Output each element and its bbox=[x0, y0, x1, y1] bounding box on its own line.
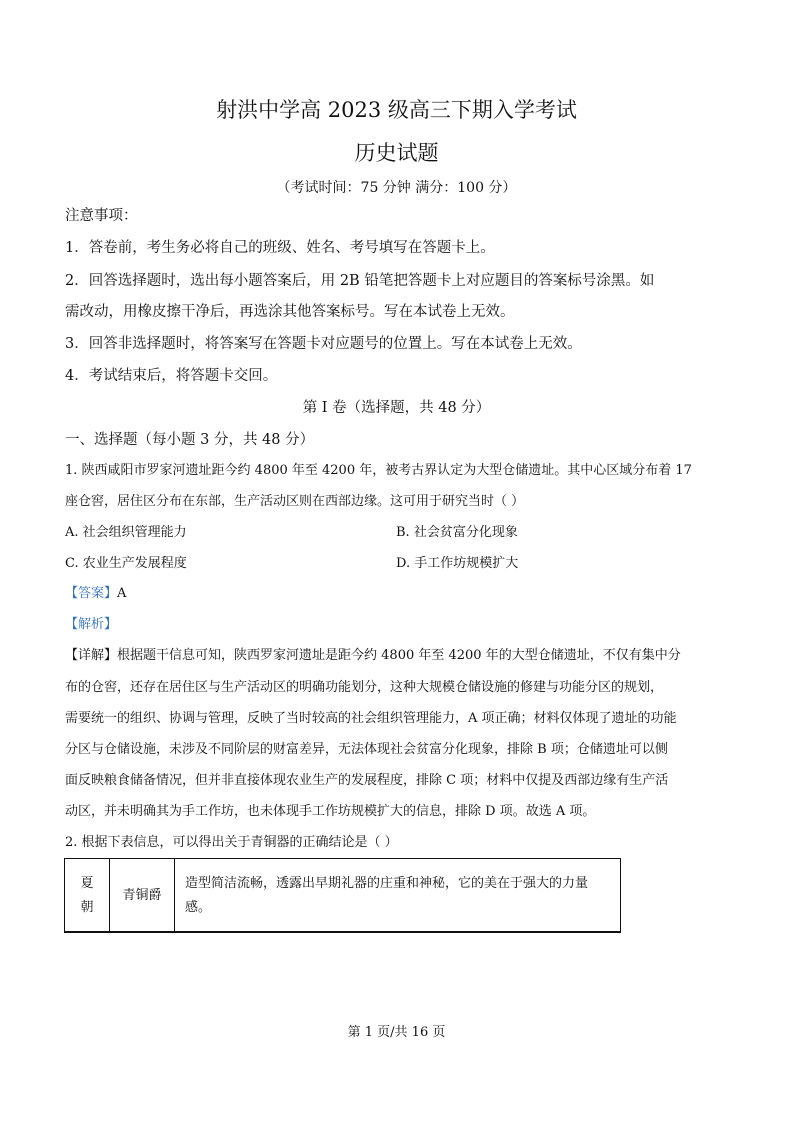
table-row bbox=[65, 859, 621, 933]
q2-table bbox=[64, 858, 621, 933]
artifact-cell: 青铜爵 bbox=[110, 859, 175, 933]
q1-stem-line-2: 座仓窖，居住区分布在东部，生产活动区则在西部边缘。这可用于研究当时（ ） bbox=[65, 494, 525, 509]
notice-item-4: 4．考试结束后，将答题卡交回。 bbox=[65, 368, 278, 384]
description-cell: 造型简洁流畅，透露出早期礼器的庄重和神秘，它的美在于强大的力量感。 bbox=[175, 859, 621, 933]
dynasty-line-1: 夏 bbox=[80, 875, 94, 891]
detail-label: 【详解】 bbox=[65, 648, 118, 663]
q1-detail-line-1 bbox=[65, 647, 681, 665]
q1-detail-line-5: 面反映粮食储备情况，但并非直接体现农业生产的发展程度，排除 C 项；材料中仅提及西部边缘有生产活 bbox=[65, 773, 669, 788]
notice-item-1: 1．答卷前，考生务必将自己的班级、姓名、考号填写在答题卡上。 bbox=[65, 240, 495, 256]
analysis-label: 【解析】 bbox=[65, 617, 118, 632]
q1-answer bbox=[65, 585, 126, 603]
q1-stem-line-1: 1. 陕西咸阳市罗家河遗址距今约 4800 年至 4200 年，被考古界认定为大型仓储遗址。其中心区域分布着 17 bbox=[65, 463, 692, 478]
q2-stem: 2. 根据下表信息，可以得出关于青铜器的正确结论是（ ） bbox=[65, 835, 398, 850]
detail-text-1: 根据题干信息可知，陕西罗家河遗址是距今约 4800 年至 4200 年的大型仓储遗址，不仅有集中分 bbox=[117, 648, 681, 663]
notice-item-3: 3．回答非选择题时，将答案写在答题卡对应题号的位置上。写在本试卷上无效。 bbox=[65, 336, 582, 352]
section-title: 第 I 卷（选择题，共 48 分） bbox=[302, 400, 491, 416]
notice-item-2: 2．回答选择题时，选出每小题答案后，用 2B 铅笔把答题卡上对应题目的答案标号涂黑。如 bbox=[65, 273, 655, 289]
dynasty-line-2: 朝 bbox=[80, 899, 94, 915]
notice-heading: 注意事项： bbox=[65, 208, 138, 224]
q1-detail-line-6: 动区，并未明确其为手工作坊，也未体现手工作坊规模扩大的信息，排除 D 项。故选 A 项。 bbox=[65, 804, 596, 819]
q1-option-c: C. 农业生产发展程度 bbox=[65, 556, 187, 571]
notice-item-2-cont: 需改动，用橡皮擦干净后，再选涂其他答案标号。写在本试卷上无效。 bbox=[65, 304, 515, 320]
q1-detail-line-4: 分区与仓储设施，未涉及不同阶层的财富差异，无法体现社会贫富分化现象，排除 B 项；仓储遗址可以侧 bbox=[65, 742, 668, 757]
dynasty-cell bbox=[65, 859, 110, 933]
table-bottom-rule bbox=[64, 931, 621, 933]
q1-option-b: B. 社会贫富分化现象 bbox=[396, 525, 518, 540]
page-number: 第 1 页/共 16 页 bbox=[347, 1025, 446, 1040]
exam-title: 射洪中学高 2023 级高三下期入学考试 bbox=[216, 98, 577, 122]
q1-detail-line-2: 布的仓窖，还存在居住区与生产活动区的明确功能划分，这种大规模仓储设施的修建与功能分区的规划， bbox=[65, 680, 664, 695]
subject-title: 历史试题 bbox=[354, 141, 439, 165]
answer-value: A bbox=[117, 586, 127, 601]
part-heading: 一、选择题（每小题 3 分，共 48 分） bbox=[65, 432, 315, 448]
q1-option-a: A. 社会组织管理能力 bbox=[65, 525, 187, 540]
exam-info: （考试时间：75 分钟 满分：100 分） bbox=[276, 180, 517, 196]
q1-detail-line-3: 需要统一的组织、协调与管理，反映了当时较高的社会组织管理能力，A 项正确；材料仅体现了遗址的功能 bbox=[65, 711, 677, 726]
q1-option-d: D. 手工作坊规模扩大 bbox=[396, 556, 519, 571]
answer-label: 【答案】 bbox=[65, 586, 118, 601]
